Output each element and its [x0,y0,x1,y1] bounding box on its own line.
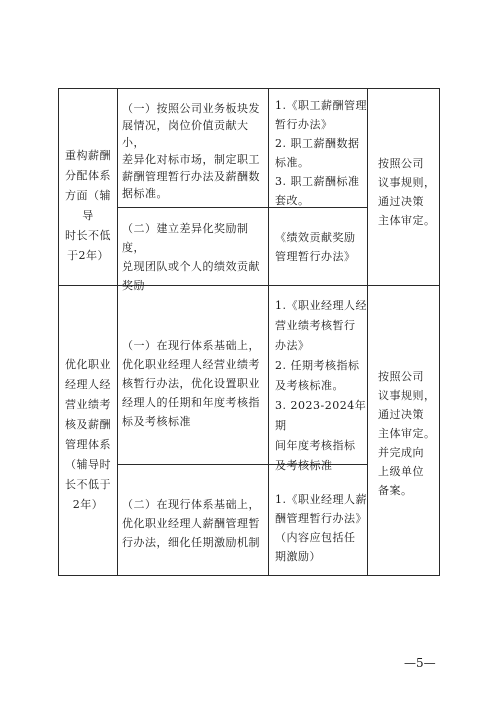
outputs-cell: 《绩效贡献奖励 管理暂行办法》 [275,231,356,263]
category-cell: 优化职业 经理人经 营业绩考 核及薪酬 管理体系 （辅导时 长不低于 2年） [65,358,111,511]
col-divider-1 [117,88,118,576]
page-number: —5— [404,656,436,670]
approval-cell: 按照公司 议事规则， 通过决策 主体审定。 并完成向 上级单位 备案。 [378,370,436,497]
measure-cell: （一）在现行体系基础上， 优化职业经理人经营业绩考 核暂行办法，优化设置职业 经理人的任期和年度考核指 标及考核标准 [122,339,260,428]
table-top-border [58,88,439,89]
table-bottom-border [58,575,439,576]
measure-cell: （一）按照公司业务板块发 展情况，岗位价值贡献大小， 差异化对标市场，制定职工 薪酬管理暂行办法及薪酬数 据标准。 [122,102,260,200]
approval-cell: 按照公司 议事规则， 通过决策 主体审定。 [378,157,436,227]
outputs-cell: 1.《职业经理人经 营业绩考核暂行 办法》 2. 任期考核指标 及考核标准。 3. 2023-2024年期 间年度考核指标 及考核标准 [275,299,367,472]
measure-cell: （二）在现行体系基础上， 优化职业经理人薪酬管理暂 行办法，细化任期激励机制 [122,498,260,549]
category-cell: 重构薪酬 分配体系 方面（辅导 时长不低 于2年） [65,149,111,262]
table-right-border [439,88,440,576]
col-divider-2 [268,88,269,576]
col-divider-3 [367,88,368,576]
outputs-cell: 1.《职业经理人薪 酬管理暂行办法》 （内容应包括任 期激励） [275,493,367,563]
table-left-border [58,88,59,576]
outputs-cell: 1.《职工薪酬管理 暂行办法》 2. 职工薪酬数据 标准。 3. 职工薪酬标准 套改。 [275,99,367,207]
measure-cell: （二）建立差异化奖励制度， 兑现团队或个人的绩效贡献 奖励 [122,222,260,292]
